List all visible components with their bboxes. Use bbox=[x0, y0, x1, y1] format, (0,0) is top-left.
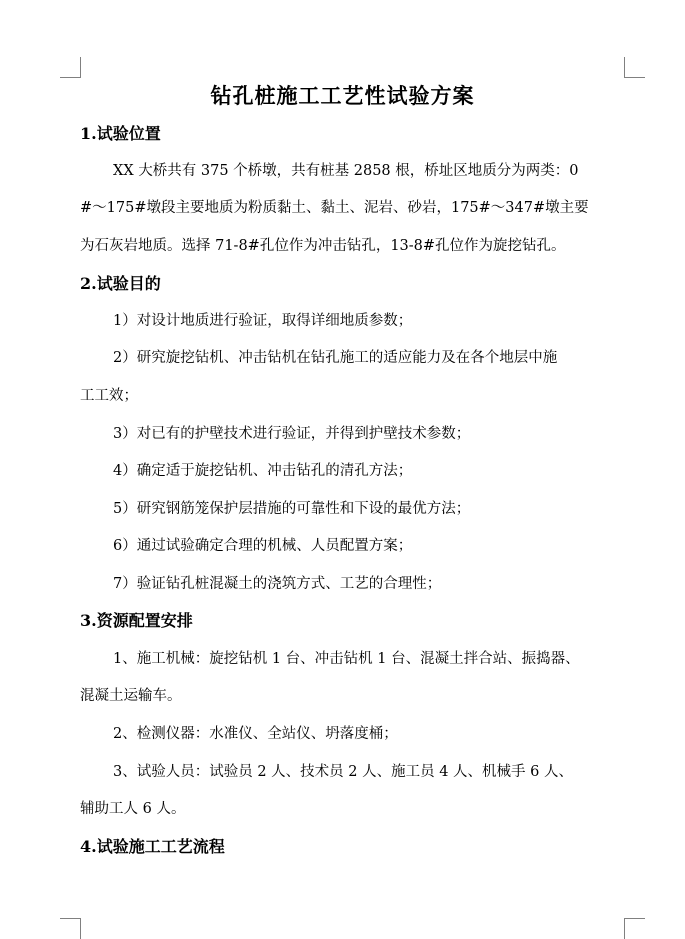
list-item: 1）对设计地质进行验证，取得详细地质参数； bbox=[113, 313, 413, 329]
section-heading-2: 2.试验目的 bbox=[80, 274, 161, 293]
section-heading-4: 4.试验施工工艺流程 bbox=[80, 837, 225, 856]
list-item: 2、检测仪器：水准仪、全站仪、坍落度桶； bbox=[113, 726, 398, 742]
list-item: 7）验证钻孔桩混凝土的浇筑方式、工艺的合理性； bbox=[113, 576, 442, 592]
paragraph-line: 为石灰岩地质。选择 71-8#孔位作为冲击钻孔，13-8#孔位作为旋挖钻孔。 bbox=[80, 238, 566, 254]
crop-mark-bottom-left bbox=[60, 918, 81, 939]
list-item-continuation: 辅助工人 6 人。 bbox=[80, 801, 186, 817]
crop-mark-top-right bbox=[624, 57, 645, 78]
paragraph-line: XX 大桥共有 375 个桥墩，共有桩基 2858 根，桥址区地质分为两类：0 bbox=[113, 163, 579, 179]
list-item: 2）研究旋挖钻机、冲击钻机在钻孔施工的适应能力及在各个地层中施 bbox=[113, 350, 558, 366]
list-item: 5）研究钢筋笼保护层措施的可靠性和下设的最优方法； bbox=[113, 501, 471, 517]
list-item-continuation: 混凝土运输车。 bbox=[80, 688, 182, 704]
list-item-continuation: 工工效； bbox=[80, 388, 138, 404]
list-item: 1、施工机械：旋挖钻机 1 台、冲击钻机 1 台、混凝土拌合站、振捣器、 bbox=[113, 651, 580, 667]
crop-mark-top-left bbox=[60, 57, 81, 78]
paragraph-line: #～175#墩段主要地质为粉质黏土、黏土、泥岩、砂岩，175#～347#墩主要 bbox=[80, 200, 589, 216]
list-item: 3）对已有的护壁技术进行验证，并得到护壁技术参数； bbox=[113, 426, 471, 442]
section-heading-1: 1.试验位置 bbox=[80, 124, 161, 143]
list-item: 6）通过试验确定合理的机械、人员配置方案； bbox=[113, 538, 413, 554]
section-heading-3: 3.资源配置安排 bbox=[80, 611, 193, 630]
list-item: 3、试验人员：试验员 2 人、技术员 2 人、施工员 4 人、机械手 6 人、 bbox=[113, 764, 573, 780]
list-item: 4）确定适于旋挖钻机、冲击钻孔的清孔方法； bbox=[113, 463, 413, 479]
document-title: 钻孔桩施工工艺性试验方案 bbox=[210, 83, 475, 108]
crop-mark-bottom-right bbox=[624, 918, 645, 939]
